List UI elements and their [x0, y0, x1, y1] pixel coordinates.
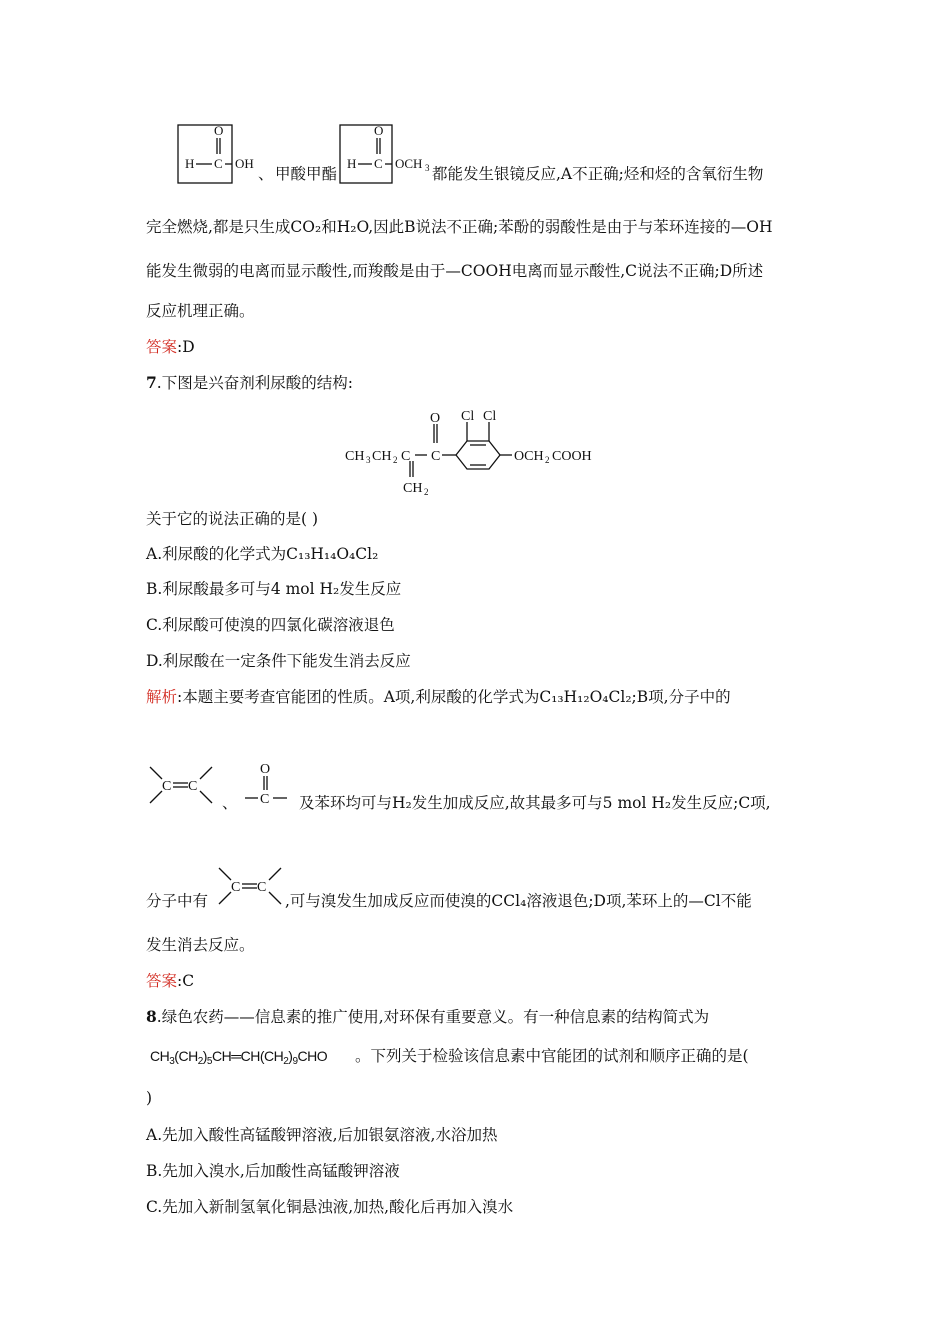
carbonyl-o-label: O — [430, 411, 441, 426]
pheromone-formula: $CH_3(CH_2)_5CH═CH(CH_2)_9CHO$ — [150, 1048, 328, 1067]
question-stem: .绿色农药——信息素的推广使用,对环保有重要意义。有一种信息素的结构简式为 — [156, 1008, 710, 1026]
svg-text:CH: CH — [403, 481, 423, 496]
svg-text:C: C — [260, 792, 270, 807]
svg-text:C: C — [188, 779, 198, 794]
svg-text:H: H — [185, 156, 195, 171]
svg-text:C: C — [231, 880, 241, 895]
q7-analysis-line3-tail: ,可与溴发生加成反应而使溴的CCl₄溶液退色;D项,苯环上的—Cl不能 — [285, 892, 752, 910]
q7-option-a: A.利尿酸的化学式为C₁₃H₁₄O₄Cl₂ — [146, 545, 379, 563]
svg-text:O: O — [260, 762, 271, 777]
methyl-formate-label: 甲酸甲酯 — [275, 165, 338, 183]
cl-label-2: Cl — [483, 409, 497, 424]
q7-option-c: C.利尿酸可使溴的四氯化碳溶液退色 — [146, 616, 395, 634]
q8-stem — [146, 1006, 709, 1028]
svg-text:C: C — [374, 156, 383, 171]
svg-text:C: C — [257, 880, 267, 895]
double-bond-structure — [148, 765, 214, 807]
q7-answer — [146, 970, 194, 992]
q6-line1-tail: 都能发生银镜反应,A不正确;烃和烃的含氧衍生物 — [432, 165, 764, 183]
svg-text:OH: OH — [235, 156, 254, 171]
question-stem: .下图是兴奋剂利尿酸的结构: — [156, 374, 353, 392]
svg-text:2: 2 — [424, 487, 429, 497]
question-number: 8 — [146, 1007, 157, 1026]
svg-text:OCH: OCH — [514, 449, 544, 464]
svg-text:2: 2 — [393, 455, 398, 465]
q7-analysis-line1 — [146, 686, 731, 708]
svg-text:3: 3 — [425, 163, 430, 173]
svg-text:C: C — [431, 449, 441, 464]
q7-analysis-line4: 发生消去反应。 — [146, 936, 255, 954]
q6-line2: 完全燃烧,都是只生成CO₂和H₂O,因此B说法不正确;苯酚的弱酸性是由于与苯环连接的—OH — [146, 218, 773, 236]
cl-label-1: Cl — [461, 409, 475, 424]
svg-text:3: 3 — [366, 455, 371, 465]
analysis-label: 解析 — [146, 688, 178, 706]
svg-text:H: H — [347, 156, 357, 171]
q6-line4: 反应机理正确。 — [146, 302, 255, 320]
answer-label: 答案 — [146, 338, 178, 356]
svg-text:C: C — [162, 779, 172, 794]
separator-comma: 、 — [258, 165, 274, 183]
svg-text:O: O — [374, 123, 384, 138]
q6-line3: 能发生微弱的电离而显示酸性,而羧酸是由于—COOH电离而显示酸性,C说法不正确;D所述 — [146, 262, 764, 280]
svg-text:C: C — [401, 449, 411, 464]
q8-option-a: A.先加入酸性高锰酸钾溶液,后加银氨溶液,水浴加热 — [146, 1126, 498, 1144]
q7-analysis-line3-head: 分子中有 — [146, 892, 209, 910]
answer-value: :C — [177, 972, 195, 990]
q7-analysis-line2-tail: 及苯环均可与H₂发生加成反应,故其最多可与5 mol H₂发生反应;C项, — [299, 794, 771, 812]
carbonyl-structure — [243, 760, 293, 807]
methyl-formate-structure — [339, 124, 439, 184]
analysis-text: :本题主要考查官能团的性质。A项,利尿酸的化学式为C₁₃H₁₂O₄Cl₂;B项,分子中的 — [177, 688, 731, 706]
answer-value: :D — [177, 338, 195, 356]
svg-text:C: C — [214, 156, 223, 171]
formic-acid-structure — [177, 124, 257, 184]
svg-text:CH: CH — [372, 449, 392, 464]
q7-stem — [146, 372, 353, 394]
double-bond-structure-2 — [217, 866, 283, 908]
q7-question: 关于它的说法正确的是( ) — [146, 510, 319, 528]
question-number: 7 — [146, 373, 157, 392]
q8-stem-tail: 。下列关于检验该信息素中官能团的试剂和顺序正确的是( — [355, 1047, 749, 1065]
svg-text:O: O — [214, 123, 224, 138]
svg-text:CH: CH — [345, 449, 365, 464]
analysis-sep: 、 — [222, 794, 238, 812]
etacrynic-acid-structure — [345, 403, 615, 498]
q8-option-c: C.先加入新制氢氧化铜悬浊液,加热,酸化后再加入溴水 — [146, 1198, 514, 1216]
q6-answer — [146, 336, 195, 358]
q7-option-b: B.利尿酸最多可与4 mol H₂发生反应 — [146, 580, 402, 598]
q8-stem-close: ) — [146, 1089, 153, 1107]
svg-text:2: 2 — [545, 455, 550, 465]
svg-text:COOH: COOH — [552, 449, 592, 464]
answer-label: 答案 — [146, 972, 178, 990]
svg-text:OCH: OCH — [395, 156, 423, 171]
q8-option-b: B.先加入溴水,后加酸性高锰酸钾溶液 — [146, 1162, 400, 1180]
q7-option-d: D.利尿酸在一定条件下能发生消去反应 — [146, 652, 411, 670]
